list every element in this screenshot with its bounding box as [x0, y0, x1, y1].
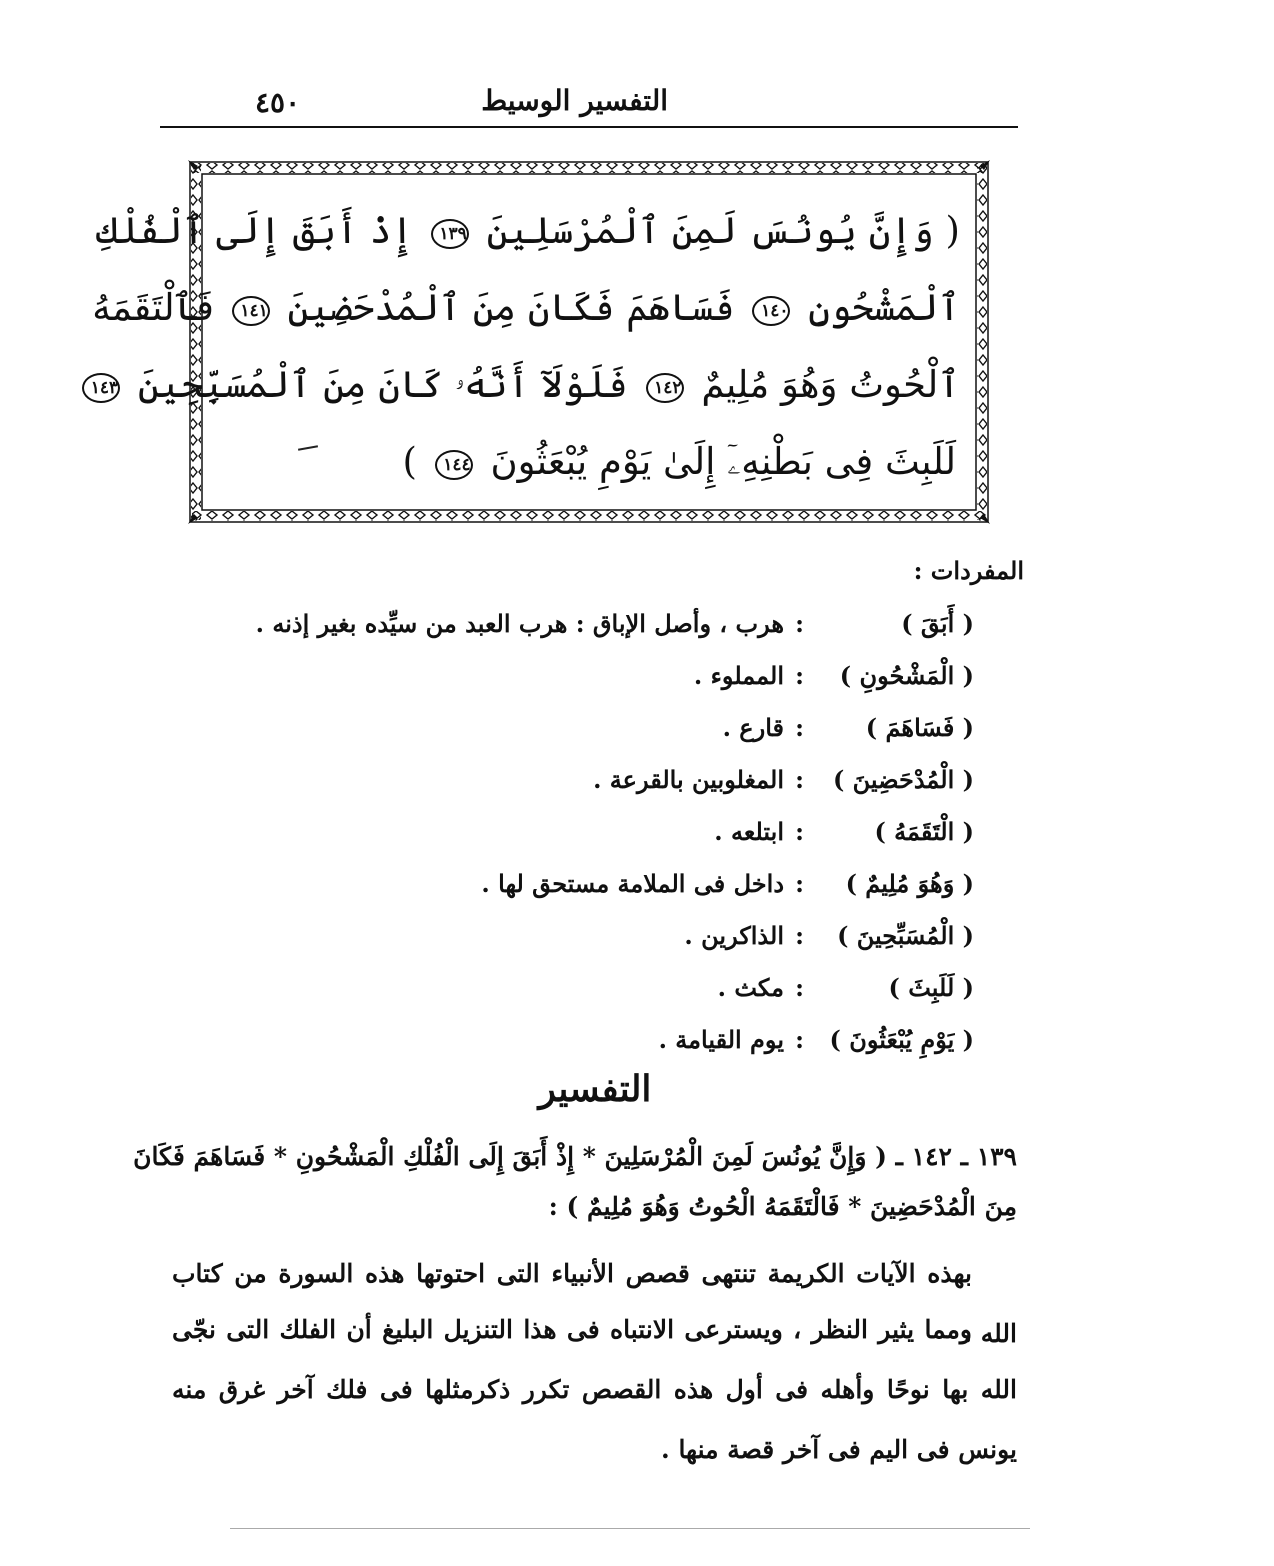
- verse-line-4: [218, 423, 960, 500]
- commentary-paragraph: بهذه الآيات الكريمة تنتهى قصص الأنبياء التى احتوتها هذه السورة من كتاب الله .: [172, 1259, 1017, 1348]
- vocabulary-heading: المفردات :: [913, 556, 1024, 585]
- verse-segment: ٱلْحُوتُ وَهُوَ مُلِيمٌ: [701, 363, 960, 406]
- verse-line-2: [92, 269, 960, 346]
- vocab-entry: [214, 702, 974, 754]
- vocab-entry: [214, 754, 974, 806]
- verse-segment: ٱلْمَشْحُونِ: [808, 286, 960, 329]
- ayah-number-marker: ١٤١: [232, 296, 270, 326]
- vocab-separator: :: [795, 973, 804, 1002]
- verse-box: [90, 160, 990, 524]
- vocab-separator: :: [795, 817, 804, 846]
- vocab-definition: هرب ، وأصل الإباق : هرب العبد من سيِّده بغير إذنه .: [255, 609, 784, 638]
- vocab-entry: [214, 1014, 974, 1066]
- vocab-separator: :: [795, 869, 804, 898]
- vocab-term: ( وَهُوَ مُلِيمٌ ): [845, 869, 974, 898]
- vocab-separator: :: [795, 1025, 804, 1054]
- vocab-entry: [214, 650, 974, 702]
- vocab-entry: [214, 858, 974, 910]
- vocab-definition: مكث .: [717, 973, 784, 1002]
- book-title: التفسير الوسيط: [481, 84, 668, 117]
- vocab-separator: :: [795, 921, 804, 950]
- ayah-number-marker: ١٤٠: [752, 296, 790, 326]
- verse-text: [90, 192, 960, 500]
- verse-segment: ): [402, 440, 417, 483]
- vocab-term: ( فَسَاهَمَ ): [865, 713, 974, 742]
- ayah-number-marker: ١٤٢: [646, 373, 684, 403]
- tafsir-heading: التفسير: [538, 1068, 652, 1110]
- vocab-entry: [214, 806, 974, 858]
- verse-segment: إِذْ أَبَقَ إِلَى ٱلْفُلْكِ: [95, 209, 414, 252]
- vocab-separator: :: [795, 765, 804, 794]
- vocab-entry: [214, 910, 974, 962]
- page-header: [160, 82, 1018, 128]
- vocab-definition: داخل فى الملامة مستحق لها .: [481, 869, 784, 898]
- verse-line-1: [95, 192, 960, 269]
- verse-quote: [133, 1132, 1017, 1232]
- vocab-definition: قارع .: [722, 713, 784, 742]
- vocab-definition: يوم القيامة .: [658, 1025, 784, 1054]
- ayah-number-marker: ١٣٩: [431, 219, 469, 249]
- verse-segment: فَلَوْلَآ أَنَّهُۥ كَانَ مِنَ ٱلْمُسَبِّحِينَ: [137, 363, 628, 406]
- vocab-separator: :: [795, 661, 804, 690]
- verse-segment: لَلَبِثَ فِى بَطْنِهِۦٓ إِلَىٰ يَوْمِ يُبْعَثُونَ: [490, 440, 956, 483]
- vocab-term: ( الْمُسَبِّحِينَ ): [837, 921, 974, 950]
- verse-segment: ( وَإِنَّ يُونُسَ لَمِنَ ٱلْمُرْسَلِينَ: [486, 209, 960, 252]
- vocab-term: ( لَلَبِثَ ): [888, 973, 974, 1002]
- vocab-definition: المغلوبين بالقرعة .: [593, 765, 784, 794]
- vocab-term: ( الْمَشْحُونِ ): [839, 661, 974, 690]
- vocab-term: ( يَوْمِ يُبْعَثُونَ ): [829, 1025, 974, 1054]
- vocab-separator: :: [795, 609, 804, 638]
- vocab-term: ( الْمُدْحَضِينَ ): [832, 765, 974, 794]
- page-number: ٤٥٠: [255, 86, 301, 119]
- vocab-entry: [214, 962, 974, 1014]
- vocab-term: ( أَبَقَ ): [901, 609, 974, 638]
- vocabulary-list: [214, 598, 974, 1066]
- verse-quote-line: ١٣٩ ـ ١٤٢ ـ ( وَإِنَّ يُونُسَ لَمِنَ الْمُرْسَلِينَ * إِذْ أَبَقَ إِلَى الْفُلْكِ الْمَشْحُونِ * فَسَاهَمَ فَكَانَ: [133, 1142, 1017, 1171]
- verse-segment: فَسَاهَمَ فَكَانَ مِنَ ٱلْمُدْحَضِينَ: [287, 286, 735, 329]
- verse-quote-line: مِنَ الْمُدْحَضِينَ * فَالْتَقَمَهُ الْحُوتُ وَهُوَ مُلِيمٌ ) :: [548, 1192, 1017, 1221]
- vocab-definition: ابتلعه .: [714, 817, 784, 846]
- vocab-definition: الذاكرين .: [684, 921, 784, 950]
- vocab-entry: [214, 598, 974, 650]
- vocab-term: ( الْتَقَمَهُ ): [874, 817, 974, 846]
- verse-segment: فَٱلْتَقَمَهُ: [92, 286, 214, 329]
- vocab-definition: المملوء .: [693, 661, 784, 690]
- ayah-number-marker: ١٤٤: [435, 450, 473, 480]
- verse-line-3: [90, 346, 960, 423]
- footer-rule: [230, 1528, 1030, 1529]
- ayah-number-marker: ١٤٣: [82, 373, 120, 403]
- commentary-paragraph: ومما يثير النظر ، ويسترعى الانتباه فى هذا التنزيل البليغ أن الفلك التى نجّى الله بها نوحًا وأهله فى أول هذه القصص تكرر ذكرمثلها فى فلك آخر غرق منه يونس فى اليم فى آخر قصة منها .: [172, 1315, 1017, 1464]
- vocab-separator: :: [795, 713, 804, 742]
